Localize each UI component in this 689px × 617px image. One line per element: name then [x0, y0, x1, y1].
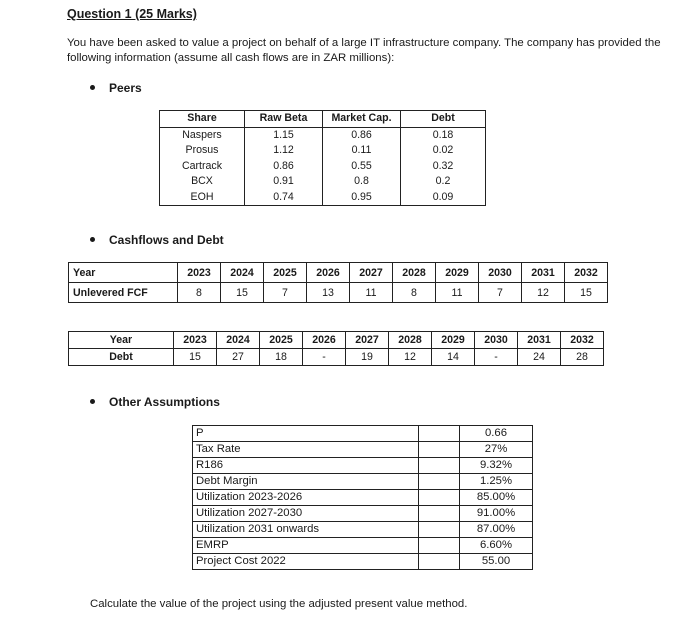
assumption-label: R186 — [193, 458, 419, 474]
cell: 2031 — [522, 263, 565, 283]
bullet-icon — [90, 399, 95, 404]
question-text: Calculate the value of the project using the adjusted present value method. — [90, 598, 468, 610]
cell: 1.12 — [245, 143, 323, 159]
peers-heading: Peers — [109, 81, 142, 95]
header-raw-beta: Raw Beta — [245, 111, 323, 128]
cell: 7 — [479, 283, 522, 303]
cashflows-bullet — [90, 233, 224, 247]
assumption-value: 1.25% — [460, 474, 533, 490]
assumptions-table — [192, 425, 533, 570]
year-label: Year — [69, 332, 174, 349]
assumption-value: 55.00 — [460, 554, 533, 570]
cell: 12 — [389, 349, 432, 366]
debt-label: Debt — [69, 349, 174, 366]
cell: 0.18 — [401, 127, 486, 143]
table-row — [193, 442, 533, 458]
assumption-label: Utilization 2027-2030 — [193, 506, 419, 522]
debt-table — [68, 331, 604, 366]
cell: 0.32 — [401, 159, 486, 175]
cell: 0.91 — [245, 174, 323, 190]
table-row — [193, 474, 533, 490]
cell: 0.55 — [323, 159, 401, 175]
cell: 8 — [178, 283, 221, 303]
cell: 0.11 — [323, 143, 401, 159]
table-row — [193, 506, 533, 522]
cell: 11 — [350, 283, 393, 303]
cell: 2032 — [565, 263, 608, 283]
table-row — [193, 554, 533, 570]
cell: 2025 — [264, 263, 307, 283]
peers-table — [159, 110, 486, 206]
cell: 0.95 — [323, 190, 401, 206]
cell: 0.74 — [245, 190, 323, 206]
cell: 2031 — [518, 332, 561, 349]
cell: 0.09 — [401, 190, 486, 206]
cell: EOH — [160, 190, 245, 206]
cell: 19 — [346, 349, 389, 366]
cell: 8 — [393, 283, 436, 303]
assumption-label: Utilization 2031 onwards — [193, 522, 419, 538]
cell: 2030 — [475, 332, 518, 349]
cell: Cartrack — [160, 159, 245, 175]
assumptions-bullet — [90, 395, 220, 409]
cashflows-heading: Cashflows and Debt — [109, 233, 224, 247]
table-row — [160, 190, 486, 206]
cell: 1.15 — [245, 127, 323, 143]
table-row — [69, 349, 604, 366]
cell: 11 — [436, 283, 479, 303]
cell: 15 — [221, 283, 264, 303]
table-row — [160, 159, 486, 175]
cell: - — [475, 349, 518, 366]
cell: 12 — [522, 283, 565, 303]
header-market-cap: Market Cap. — [323, 111, 401, 128]
table-row — [160, 127, 486, 143]
cell: 2029 — [436, 263, 479, 283]
cell: 2027 — [346, 332, 389, 349]
bullet-icon — [90, 237, 95, 242]
assumption-value: 87.00% — [460, 522, 533, 538]
cell: 2023 — [178, 263, 221, 283]
bullet-icon — [90, 85, 95, 90]
cell: 7 — [264, 283, 307, 303]
assumption-label: Debt Margin — [193, 474, 419, 490]
cell: 14 — [432, 349, 475, 366]
year-label: Year — [69, 263, 178, 283]
table-row — [69, 332, 604, 349]
cell: 2029 — [432, 332, 475, 349]
cell: 2023 — [174, 332, 217, 349]
cell: 2026 — [307, 263, 350, 283]
cell: 0.8 — [323, 174, 401, 190]
cell: 27 — [217, 349, 260, 366]
cell: Naspers — [160, 127, 245, 143]
assumption-value: 9.32% — [460, 458, 533, 474]
assumption-value: 0.66 — [460, 426, 533, 442]
cell: - — [303, 349, 346, 366]
assumption-value: 91.00% — [460, 506, 533, 522]
cell: Prosus — [160, 143, 245, 159]
table-row — [193, 538, 533, 554]
cell: 2024 — [217, 332, 260, 349]
assumption-label: Tax Rate — [193, 442, 419, 458]
cell: 2032 — [561, 332, 604, 349]
cell: 15 — [174, 349, 217, 366]
assumption-label: P — [193, 426, 419, 442]
cell: 13 — [307, 283, 350, 303]
header-debt: Debt — [401, 111, 486, 128]
table-row — [193, 522, 533, 538]
header-share: Share — [160, 111, 245, 128]
cell: 15 — [565, 283, 608, 303]
table-row — [193, 426, 533, 442]
cell: 2025 — [260, 332, 303, 349]
cell: 2030 — [479, 263, 522, 283]
table-row — [160, 174, 486, 190]
cell: 2026 — [303, 332, 346, 349]
cashflow-table — [68, 262, 608, 303]
cell: 2028 — [389, 332, 432, 349]
intro-paragraph: You have been asked to value a project on behalf of a large IT infrastructure company. The company has provided the following information (assume all cash flows are in ZAR millions): — [67, 37, 661, 64]
cell: 24 — [518, 349, 561, 366]
cell: 2028 — [393, 263, 436, 283]
cell: 0.86 — [323, 127, 401, 143]
cell: 2027 — [350, 263, 393, 283]
table-row — [160, 143, 486, 159]
cell: 0.2 — [401, 174, 486, 190]
page-title: Question 1 (25 Marks) — [67, 7, 197, 21]
table-row — [193, 490, 533, 506]
assumption-label: Utilization 2023-2026 — [193, 490, 419, 506]
assumption-value: 6.60% — [460, 538, 533, 554]
cell: 28 — [561, 349, 604, 366]
assumptions-heading: Other Assumptions — [109, 395, 220, 409]
assumption-label: EMRP — [193, 538, 419, 554]
cell: BCX — [160, 174, 245, 190]
table-header-row — [160, 111, 486, 128]
assumption-value: 85.00% — [460, 490, 533, 506]
cell: 0.02 — [401, 143, 486, 159]
cell: 0.86 — [245, 159, 323, 175]
table-row — [69, 263, 608, 283]
cell: 2024 — [221, 263, 264, 283]
assumption-value: 27% — [460, 442, 533, 458]
fcf-label: Unlevered FCF — [69, 283, 178, 303]
table-row — [69, 283, 608, 303]
table-row — [193, 458, 533, 474]
peers-bullet — [90, 81, 142, 95]
assumption-label: Project Cost 2022 — [193, 554, 419, 570]
cell: 18 — [260, 349, 303, 366]
